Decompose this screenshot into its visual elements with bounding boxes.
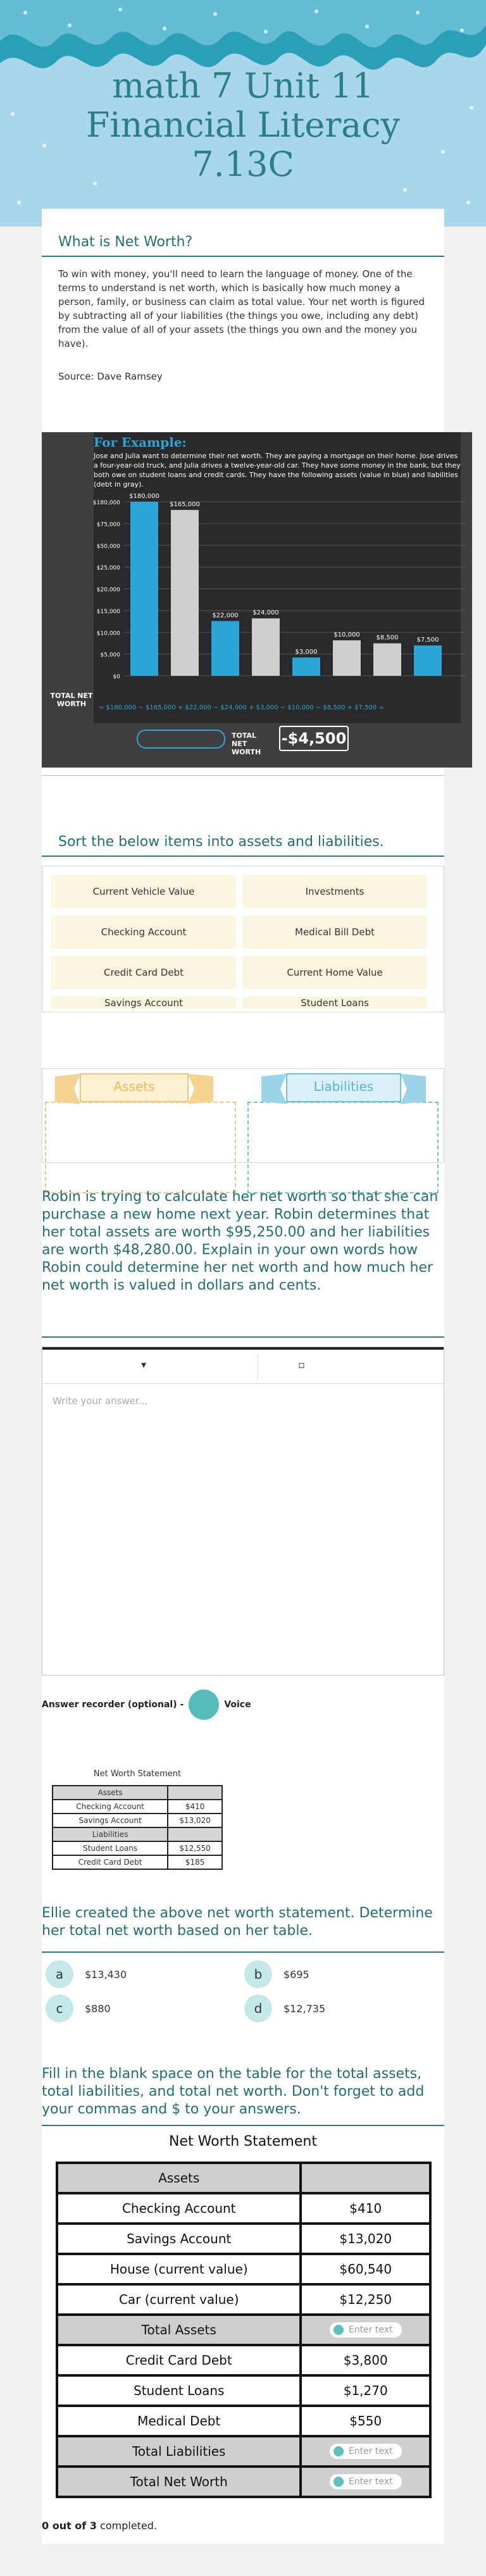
option-letter: c <box>46 1994 73 2022</box>
row-label: Assets <box>57 2163 301 2193</box>
bar-label: $24,000 <box>252 609 279 617</box>
bar-label: $10,000 <box>333 631 360 638</box>
question-3-text: Robin is trying to calculate her net worth so that she can purchase a new home next year. Robin determines that her total assets are worth $95,250.00 and her liabilities are worth $48,280.00. Explain in your own words how Robin could determine her net worth and how much her net worth is valued in dollars and cents. <box>42 1189 439 1293</box>
y-tick-label: $20,000 <box>96 587 120 594</box>
y-tick-label: $75,000 <box>96 521 120 528</box>
input-dot-icon <box>333 2325 344 2335</box>
bar <box>252 618 280 676</box>
blank-input[interactable] <box>330 2474 402 2489</box>
liabilities-label: Liabilities <box>313 1079 374 1094</box>
answer-recorder <box>42 1689 251 1720</box>
page-title: math 7 Unit 11 Financial Literacy 7.13C <box>85 66 401 184</box>
assets-label: Assets <box>113 1079 155 1094</box>
cell: Checking Account <box>53 1800 168 1814</box>
voice-label: Voice <box>224 1700 251 1710</box>
option-c[interactable] <box>46 1994 111 2022</box>
example-infographic <box>42 432 472 768</box>
bar <box>130 502 158 676</box>
net-worth-statement-small <box>52 1769 223 1870</box>
cell <box>168 1786 222 1800</box>
statement-title: Net Worth Statement <box>93 1769 182 1779</box>
option-value: $12,735 <box>284 2002 326 2015</box>
table-row <box>57 2254 430 2284</box>
option-letter: a <box>46 1960 73 1988</box>
option-d[interactable] <box>244 1994 325 2022</box>
bar <box>414 645 442 676</box>
option-a[interactable] <box>46 1960 127 1988</box>
bar <box>373 644 401 676</box>
question-4-text: Ellie created the above net worth statement. Determine her total net worth based on her table. <box>42 1905 433 1939</box>
blank-input[interactable] <box>330 2322 402 2337</box>
answer-input[interactable]: Write your answer... <box>53 1395 147 1407</box>
row-label: Checking Account <box>57 2193 301 2224</box>
bar <box>333 640 361 676</box>
divider <box>42 1336 444 1338</box>
row-label: House (current value) <box>57 2254 301 2284</box>
y-tick-label: $50,000 <box>96 543 120 550</box>
input-placeholder: Enter text <box>348 2446 393 2456</box>
question-5-text: Fill in the blank space on the table for the total assets, total liabilities, and total net worth. Don't forget to add your commas and $ to your answers. <box>42 2066 425 2117</box>
assets-drop-zone[interactable] <box>45 1102 236 1193</box>
blank-input[interactable] <box>330 2444 402 2459</box>
table-row <box>57 2193 430 2224</box>
row-label: Car (current value) <box>57 2284 301 2315</box>
editor-toolbar <box>42 1347 444 1384</box>
example-text: Jose and Julia want to determine their net worth. They are paying a mortgage on their home. Jose drives a four-year-old truck, and Julia drives a twelve-year-old car. They have some money in the bank, but they both owe on student loans and credit cards. They have the following assets (value in blue) and liabilities (debt in gray). <box>94 452 461 488</box>
table-row <box>57 2163 430 2193</box>
divider <box>42 775 444 776</box>
cell <box>168 1827 222 1841</box>
recorder-label: Answer recorder (optional) - <box>42 1700 184 1710</box>
equation-text: = $180,000 − $165,000 + $22,000 − $24,000 + $3,000 − $10,000 − $8,500 + $7,500 = <box>99 704 384 711</box>
option-letter: d <box>244 1994 272 2022</box>
option-value: $695 <box>284 1968 309 1981</box>
cell: $410 <box>168 1800 222 1814</box>
table-row <box>57 2436 430 2467</box>
record-button[interactable] <box>189 1689 219 1720</box>
result-label: TOTAL NET WORTH <box>232 731 261 756</box>
bar <box>292 657 320 676</box>
example-heading: For Example: <box>94 435 187 450</box>
option-letter: b <box>244 1960 272 1988</box>
bar-label: $3,000 <box>295 649 318 656</box>
bar-label: $7,500 <box>416 637 439 644</box>
table-row <box>57 2224 430 2254</box>
table-row <box>57 2315 430 2345</box>
table-row <box>57 2406 430 2436</box>
option-b[interactable] <box>244 1960 309 1988</box>
divider <box>42 856 444 857</box>
input-placeholder: Enter text <box>348 2324 393 2335</box>
row-label: Savings Account <box>57 2224 301 2254</box>
sort-item[interactable]: Current Vehicle Value <box>51 875 236 908</box>
row-label: Total Liabilities <box>57 2436 301 2467</box>
bar-label: $8,500 <box>376 634 399 642</box>
y-tick-label: $25,000 <box>96 565 120 572</box>
row-value: $3,800 <box>301 2345 430 2375</box>
table-row <box>57 2284 430 2315</box>
row-label: Student Loans <box>57 2375 301 2406</box>
row-value: $550 <box>301 2406 430 2436</box>
cell: Liabilities <box>53 1827 168 1841</box>
cell: Assets <box>53 1786 168 1800</box>
source-text: Source: Dave Ramsey <box>58 371 163 382</box>
cell: Savings Account <box>53 1814 168 1827</box>
sort-item[interactable]: Medical Bill Debt <box>242 916 427 949</box>
net-worth-paragraph: To win with money, you'll need to learn the language of money. One of the terms to understand is net worth, which is basically how much money a person, family, or business can claim as total value. Your net worth is figured by subtracting all of your liabilities (the things you owe, including any debt) from the value of all of your assets (the things you own and the money you have). <box>58 268 425 349</box>
sort-item[interactable]: Investments <box>242 875 427 908</box>
sort-drop-box <box>42 1068 444 1163</box>
row-label: Credit Card Debt <box>57 2345 301 2375</box>
row-value: $1,270 <box>301 2375 430 2406</box>
statement-title: Net Worth Statement <box>169 2134 317 2150</box>
example-bar-chart <box>42 432 472 768</box>
row-value: $13,020 <box>301 2224 430 2254</box>
cell: Credit Card Debt <box>53 1855 168 1869</box>
y-tick-label: $15,000 <box>96 608 120 615</box>
toolbar-format-icon[interactable]: ▫ <box>298 1359 305 1371</box>
bar <box>211 621 239 676</box>
cell: $13,020 <box>168 1814 222 1827</box>
sort-item[interactable]: Savings Account <box>51 997 236 1009</box>
table-row <box>57 2375 430 2406</box>
section-title-net-worth: What is Net Worth? <box>58 234 193 250</box>
row-value: $60,540 <box>301 2254 430 2284</box>
sort-items-box <box>42 866 444 1012</box>
cell: $12,550 <box>168 1841 222 1855</box>
row-value <box>301 2163 430 2193</box>
net-worth-statement-table <box>56 2162 432 2498</box>
liabilities-drop-zone[interactable] <box>247 1102 439 1193</box>
row-value <box>301 2436 430 2467</box>
sort-item[interactable]: Current Home Value <box>242 956 427 989</box>
row-label: Total Assets <box>57 2315 301 2345</box>
toolbar-dropdown-icon[interactable]: ▾ <box>141 1359 147 1371</box>
bar-label: $165,000 <box>170 501 200 508</box>
completion-status: 0 out of 3 completed. <box>42 2520 158 2532</box>
divider <box>42 256 444 257</box>
bar-label: $180,000 <box>129 493 159 500</box>
table-row <box>57 2467 430 2497</box>
sort-item[interactable]: Student Loans <box>242 997 427 1009</box>
row-value <box>301 2467 430 2497</box>
row-value: $12,250 <box>301 2284 430 2315</box>
cell: Student Loans <box>53 1841 168 1855</box>
y-tick-label: $0 <box>113 674 120 680</box>
cell: $185 <box>168 1855 222 1869</box>
bar <box>171 510 199 676</box>
divider <box>42 1951 444 1953</box>
divider <box>42 2125 444 2126</box>
result-value: -$4,500 <box>279 726 349 751</box>
input-dot-icon <box>333 2446 344 2456</box>
option-value: $880 <box>85 2002 111 2015</box>
input-placeholder: Enter text <box>348 2476 393 2487</box>
sort-item[interactable]: Credit Card Debt <box>51 956 236 989</box>
row-label: Medical Debt <box>57 2406 301 2436</box>
y-tick-label: $10,000 <box>96 630 120 637</box>
input-dot-icon <box>333 2477 344 2487</box>
option-value: $13,430 <box>85 1968 127 1981</box>
row-value <box>301 2315 430 2345</box>
row-label: Total Net Worth <box>57 2467 301 2497</box>
y-tick-label: $180,000 <box>93 500 120 506</box>
equation-label: TOTAL NET WORTH <box>50 692 93 708</box>
sort-item[interactable]: Checking Account <box>51 916 236 949</box>
row-value: $410 <box>301 2193 430 2224</box>
sort-title: Sort the below items into assets and liabilities. <box>58 834 384 850</box>
y-tick-label: $5,000 <box>100 652 120 659</box>
table-row <box>57 2345 430 2375</box>
bar-label: $22,000 <box>212 612 239 619</box>
answer-editor[interactable] <box>42 1347 444 1676</box>
